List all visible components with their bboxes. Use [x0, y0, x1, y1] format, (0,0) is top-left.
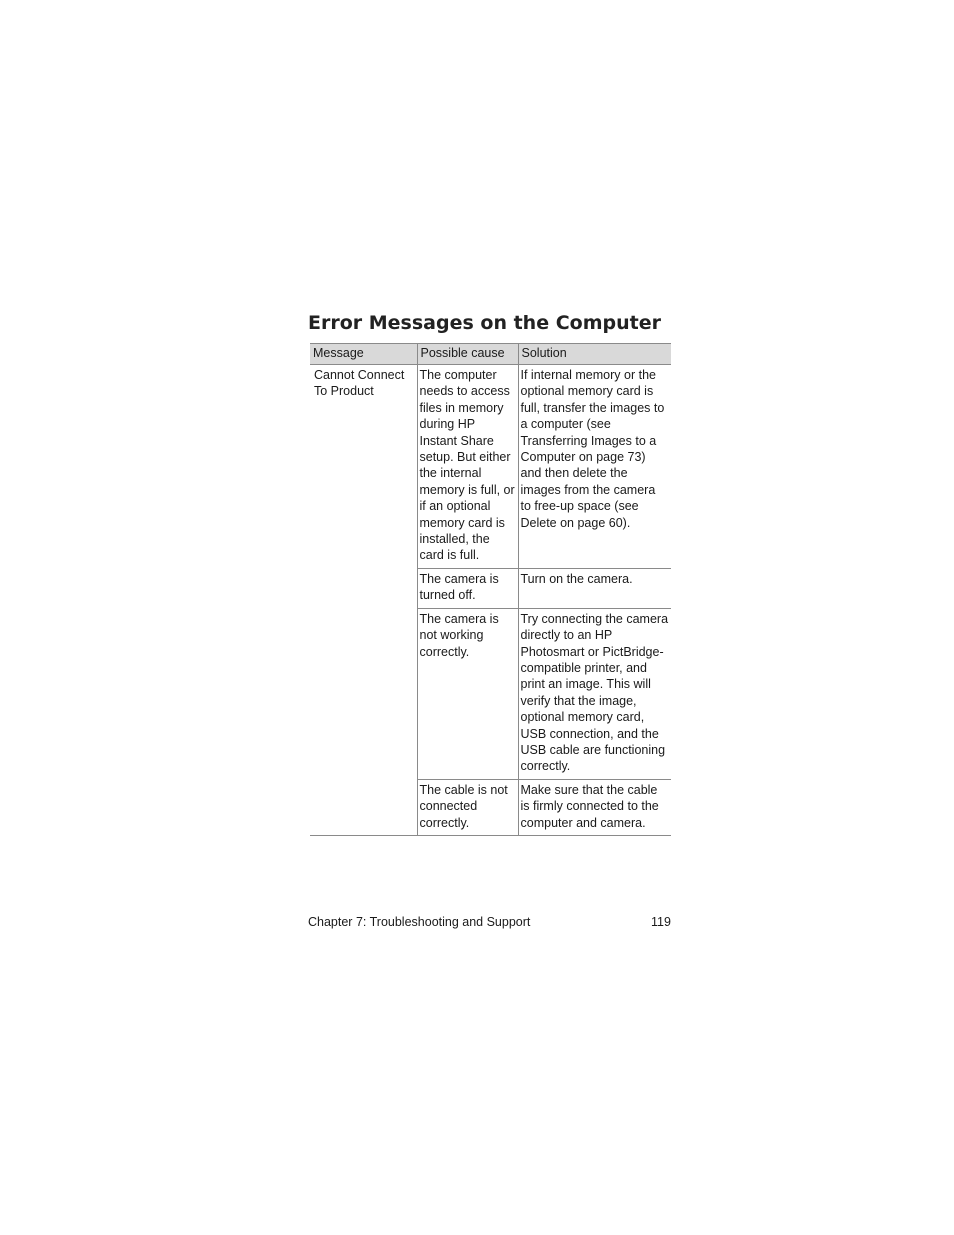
solution-cell: If internal memory or the optional memory card is full, transfer the images to a computer (see Transferring Images to a Computer on page 73) and then delete the images from the camera to free-up space (see Delete on page 60). [518, 365, 671, 569]
header-message: Message [310, 344, 417, 365]
message-cell: Cannot Connect To Product [310, 365, 417, 836]
solution-cell: Turn on the camera. [518, 568, 671, 608]
table-row [310, 365, 671, 569]
footer-chapter: Chapter 7: Troubleshooting and Support [308, 915, 531, 929]
section-title: Error Messages on the Computer [308, 312, 661, 334]
solution-cell: Make sure that the cable is firmly connected to the computer and camera. [518, 779, 671, 835]
cause-cell: The camera is turned off. [417, 568, 518, 608]
header-possible-cause: Possible cause [417, 344, 518, 365]
cause-cell: The camera is not working correctly. [417, 608, 518, 779]
table-header-row [310, 344, 671, 365]
page-number: 119 [651, 915, 671, 929]
cause-cell: The cable is not connected correctly. [417, 779, 518, 835]
error-messages-table [310, 343, 671, 836]
cause-cell: The computer needs to access files in memory during HP Instant Share setup. But either the internal memory is full, or if an optional memory card is installed, the card is full. [417, 365, 518, 569]
solution-cell: Try connecting the camera directly to an HP Photosmart or PictBridge-compatible printer, and print an image. This will verify that the image, optional memory card, USB connection, and the USB cable are functioning correctly. [518, 608, 671, 779]
header-solution: Solution [518, 344, 671, 365]
